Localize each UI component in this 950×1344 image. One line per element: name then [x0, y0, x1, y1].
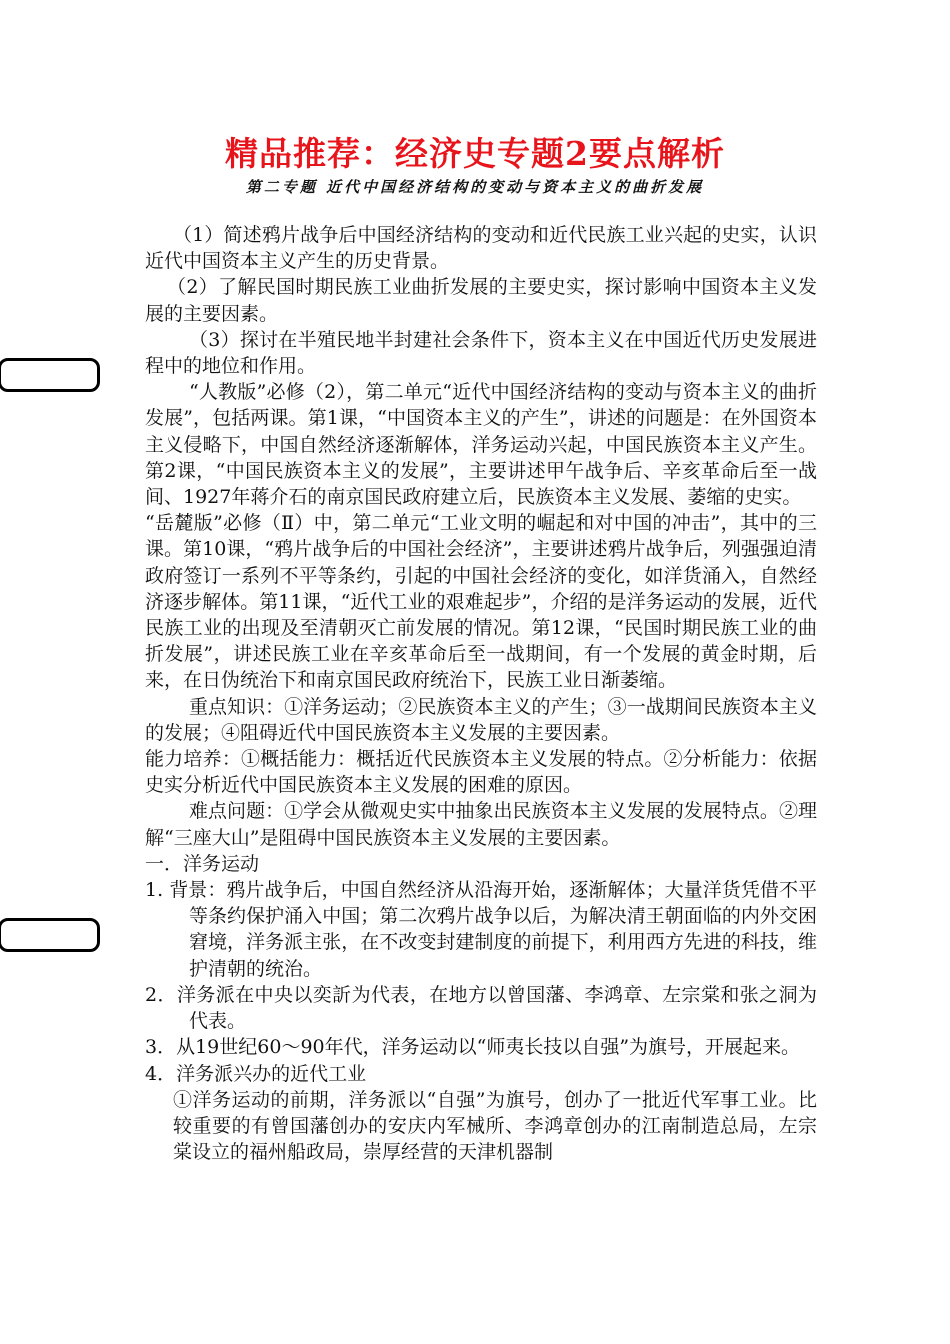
- body-paragraph: 3．从19世纪60～90年代，洋务运动以“师夷长技以自强”为旗号，开展起来。: [145, 1036, 801, 1059]
- side-tab-marker: [0, 358, 100, 392]
- body-paragraph: 4．洋务派兴办的近代工业: [145, 1062, 367, 1085]
- document-body: [145, 222, 817, 1165]
- body-paragraph: “人教版”必修（2），第二单元“近代中国经济结构的变动与资本主义的曲折发展”，包括两课。第1课，“中国资本主义的产生”，讲述的问题是：在外国资本主义侵略下，中国自然经济逐渐解体，洋务运动兴起，中国民族资本主义产生。第2课，“中国民族资本主义的发展”，主要讲述甲午战争后、辛亥革命后至一战间、1927年蒋介石的南京国民政府建立后，民族资本主义发展、萎缩的史实。: [145, 381, 817, 509]
- body-paragraph: （2）了解民国时期民族工业曲折发展的主要史实，探讨影响中国资本主义发展的主要因素。: [145, 276, 817, 325]
- body-paragraph: 重点知识：①洋务运动；②民族资本主义的产生；③一战期间民族资本主义的发展；④阻碍近代中国民族资本主义发展的主要因素。: [145, 695, 817, 744]
- body-paragraph: 1. 背景：鸦片战争后，中国自然经济从沿海开始，逐渐解体；大量洋货凭借不平等条约保护涌入中国；第二次鸦片战争以后，为解决清王朝面临的内外交困窘境，洋务派主张，在不改变封建制度的前提下，利用西方先进的科技，维护清朝的统治。: [145, 879, 817, 980]
- side-tab-marker: [0, 918, 100, 952]
- body-paragraph: ①洋务运动的前期，洋务派以“自强”为旗号，创办了一批近代军事工业。比较重要的有曾国藩创办的安庆内军械所、李鸿章创办的江南制造总局，左宗棠设立的福州船政局，崇厚经营的天津机器制: [173, 1088, 817, 1164]
- body-paragraph: （1）简述鸦片战争后中国经济结构的变动和近代民族工业兴起的史实，认识近代中国资本主义产生的历史背景。: [145, 224, 817, 273]
- body-paragraph: 难点问题：①学会从微观史实中抽象出民族资本主义发展的发展特点。②理解“三座大山”是阻碍中国民族资本主义发展的主要因素。: [145, 800, 817, 849]
- page-title: 精品推荐：经济史专题2要点解析: [225, 134, 725, 173]
- body-paragraph: （3）探讨在半殖民地半封建社会条件下，资本主义在中国近代历史发展进程中的地位和作用。: [145, 328, 817, 378]
- page-subtitle: 第二专题 近代中国经济结构的变动与资本主义的曲折发展: [245, 178, 705, 196]
- body-paragraph: “岳麓版”必修（Ⅱ）中，第二单元“工业文明的崛起和对中国的冲击”，其中的三课。第10课，“鸦片战争后的中国社会经济”，主要讲述鸦片战争后，列强强迫清政府签订一系列不平等条约，引起的中国社会经济的变化，如洋货涌入，自然经济逐步解体。第11课，“近代工业的艰难起步”，介绍的是洋务运动的发展，近代民族工业的出现及至清朝灭亡前发展的情况。第12课，“民国时期民族工业的曲折发展”，讲述民族工业在辛亥革命后至一战期间，有一个发展的黄金时期，后来，在日伪统治下和南京国民政府统治下，民族工业日渐萎缩。: [145, 512, 817, 692]
- body-paragraph: 能力培养：①概括能力：概括近代民族资本主义发展的特点。②分析能力：依据史实分析近代中国民族资本主义发展的困难的原因。: [145, 748, 817, 797]
- body-paragraph: 2．洋务派在中央以奕訢为代表，在地方以曾国藩、李鸿章、左宗棠和张之洞为代表。: [145, 983, 817, 1033]
- body-paragraph: 一．洋务运动: [145, 852, 260, 875]
